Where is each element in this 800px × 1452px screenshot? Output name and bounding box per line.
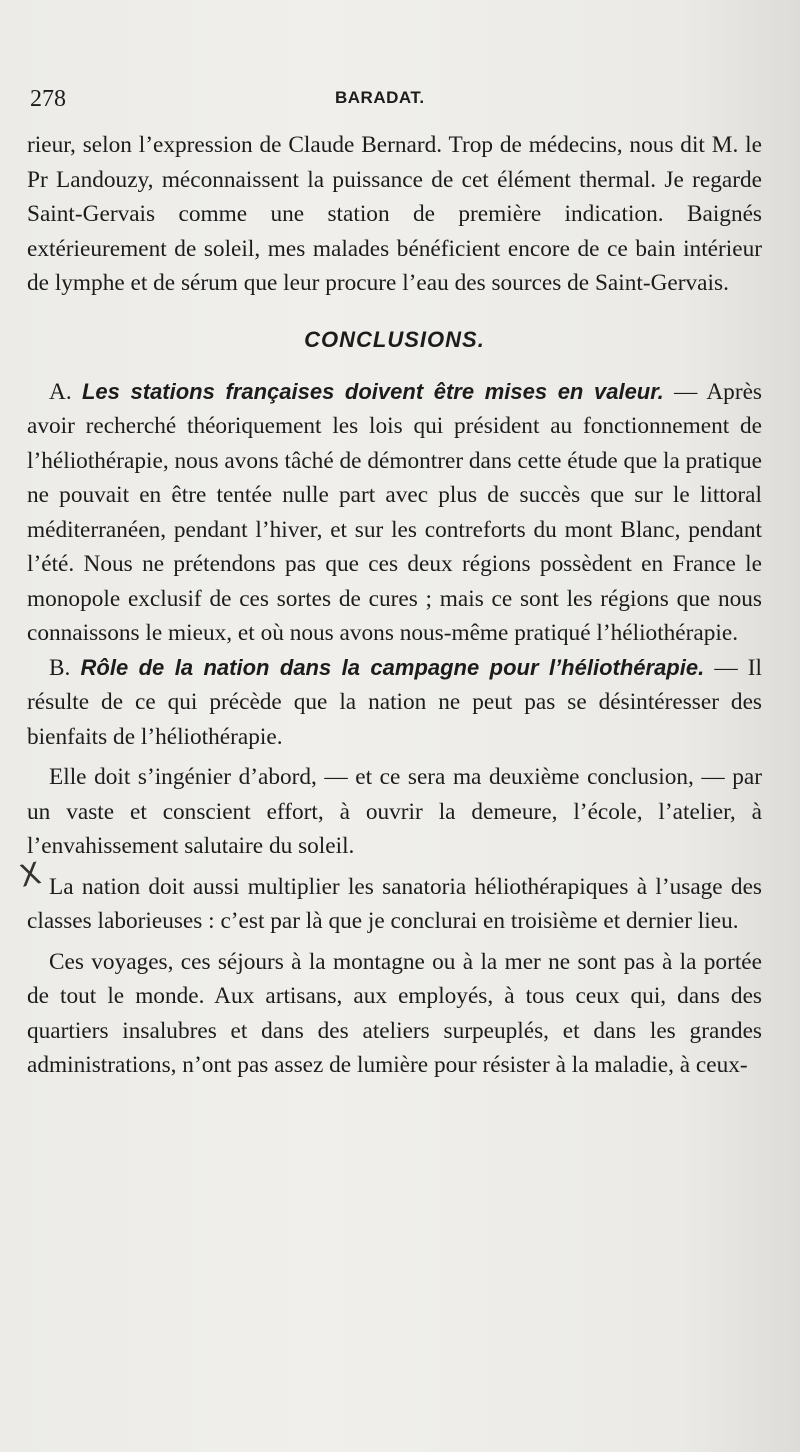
conclusion-a-letter: A. bbox=[49, 378, 72, 405]
conclusion-b bbox=[27, 651, 762, 755]
conclusion-b-text: — Il résulte de ce qui précède que la nation ne peut pas se désintéresser des bienfaits de l’héliothérapie. bbox=[27, 654, 762, 750]
conclusion-a-title: Les stations françaises doivent être mises en valeur. bbox=[81, 378, 664, 404]
page-number: 278 bbox=[30, 86, 66, 112]
conclusion-a bbox=[27, 375, 762, 651]
running-head: BARADAT. bbox=[335, 88, 425, 107]
conclusion-b-title: Rôle de la nation dans la campagne pour l’héliothérapie. bbox=[80, 654, 705, 680]
page-header bbox=[30, 86, 770, 116]
paragraph-second-conclusion: Elle doit s’ingénier d’abord, — et ce sera ma deuxième conclusion, — par un vaste et conscient effort, à ouvrir la demeure, l’école, l’atelier, à l’envahissement salutaire du soleil. bbox=[27, 764, 762, 859]
conclusion-a-text: — Après avoir recherché théoriquement les lois qui président au fonctionnement de l’héliothérapie, nous avons tâché de démontrer dans cette étude que la pratique ne pouvait en être tentée nulle part avec plus de succès que sur le littoral méditerranéen, pendant l’hiver, et sur les contreforts du mont Blanc, pendant l’été. Nous ne prétendons pas que ces deux régions possèdent en France le monopole exclusif de ces sortes de cures ; mais ce sont les régions que nous connaissons le mieux, et où nous avons nous-même pratiqué l’héliothérapie. bbox=[27, 378, 762, 646]
paragraph-continued: rieur, selon l’expression de Claude Bernard. Trop de médecins, nous dit M. le Pr Landouzy, méconnaissent la puissance de cet élément thermal. Je regarde Saint-Gervais comme une station de première indication. Baignés extérieurement de soleil, mes malades bénéficient encore de ce bain intérieur de lymphe et de sérum que leur procure l’eau des sources de Saint-Gervais. bbox=[27, 132, 762, 296]
page-body bbox=[27, 128, 762, 1083]
paragraph-third-conclusion: La nation doit aussi multiplier les sanatoria héliothérapiques à l’usage des classes laborieuses : c’est par là que je conclurai en troisième et dernier lieu. bbox=[27, 873, 762, 934]
section-heading-conclusions: CONCLUSIONS. bbox=[304, 326, 485, 352]
paragraph-voyages: Ces voyages, ces séjours à la montagne ou à la mer ne sont pas à la portée de tout le monde. Aux artisans, aux employés, à tous ceux qui, dans des quartiers insalubres et dans des ateliers surpeuplés, et dans les grandes administrations, n’ont pas assez de lumière pour résister à la maladie, à ceux- bbox=[27, 948, 762, 1078]
conclusion-b-letter: B. bbox=[49, 654, 71, 681]
margin-cross-mark: X bbox=[16, 856, 44, 895]
